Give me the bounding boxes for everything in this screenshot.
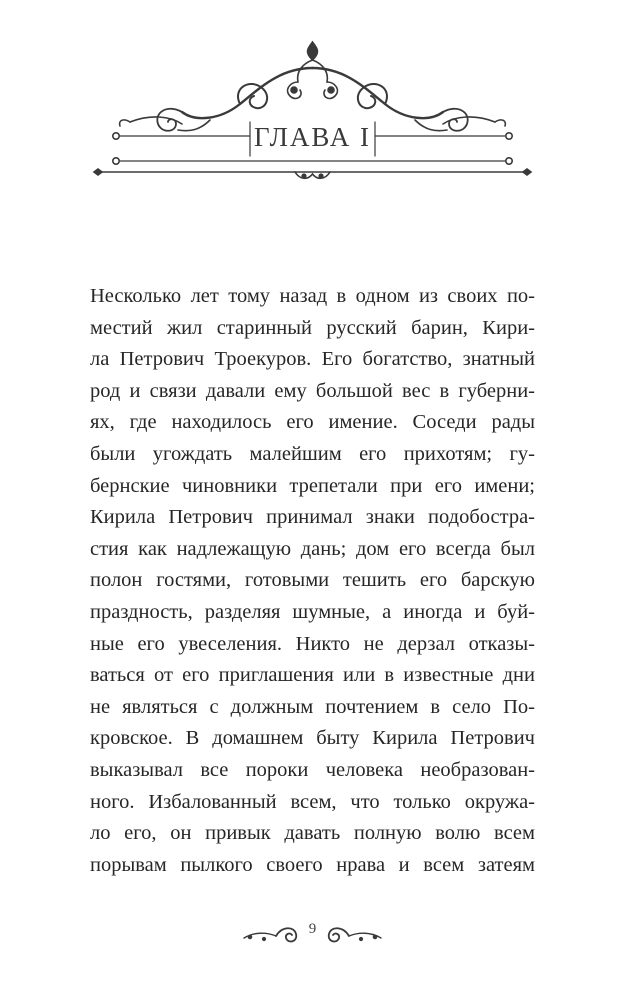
text-line: ло его, он привык давать полную волю всем <box>90 822 535 845</box>
chapter-title: ГЛАВА I <box>254 122 371 152</box>
text-line: местий жил старинный русский барин, Кири- <box>90 316 535 339</box>
text-line: кровское. В домашнем быту Кирила Петрович <box>90 727 535 750</box>
page-number: 9 <box>308 921 317 937</box>
text-line: ваться от его приглашения или в известные дни <box>90 664 535 687</box>
body-text <box>90 281 535 881</box>
text-line: Кирила Петрович принимал знаки подобостра- <box>90 506 535 529</box>
text-line: бернские чиновники трепетали при его имени; <box>90 474 535 497</box>
text-line: ях, где находилось его имение. Соседи рады <box>90 411 535 434</box>
text-line: Несколько лет тому назад в одном из своих по- <box>90 285 535 307</box>
text-line: полон гостями, готовыми тешить его барскую <box>90 569 535 592</box>
text-line: ла Петрович Троекуров. Его богатство, знатный <box>90 348 535 371</box>
text-line: ного. Избалованный всем, что только окружа- <box>90 790 535 813</box>
text-line: не являться с должным почтением в село По- <box>90 695 535 718</box>
text-line: выказывал все пороки человека необразован- <box>90 758 535 781</box>
text-line: род и связи давали ему большой вес в губерни- <box>90 379 535 402</box>
text-line: были угождать малейшим его прихотям; гу- <box>90 442 535 465</box>
text-line: порывам пылкого своего нрава и всем затеям <box>90 853 535 876</box>
text-line: праздность, разделяя шумные, а иногда и буй- <box>90 600 535 623</box>
chapter-header-ornament <box>90 38 535 188</box>
text-line: ные его увеселения. Никто не дерзал отказы- <box>90 632 535 655</box>
text-line: стия как надлежащую дань; дом его всегда был <box>90 537 535 560</box>
